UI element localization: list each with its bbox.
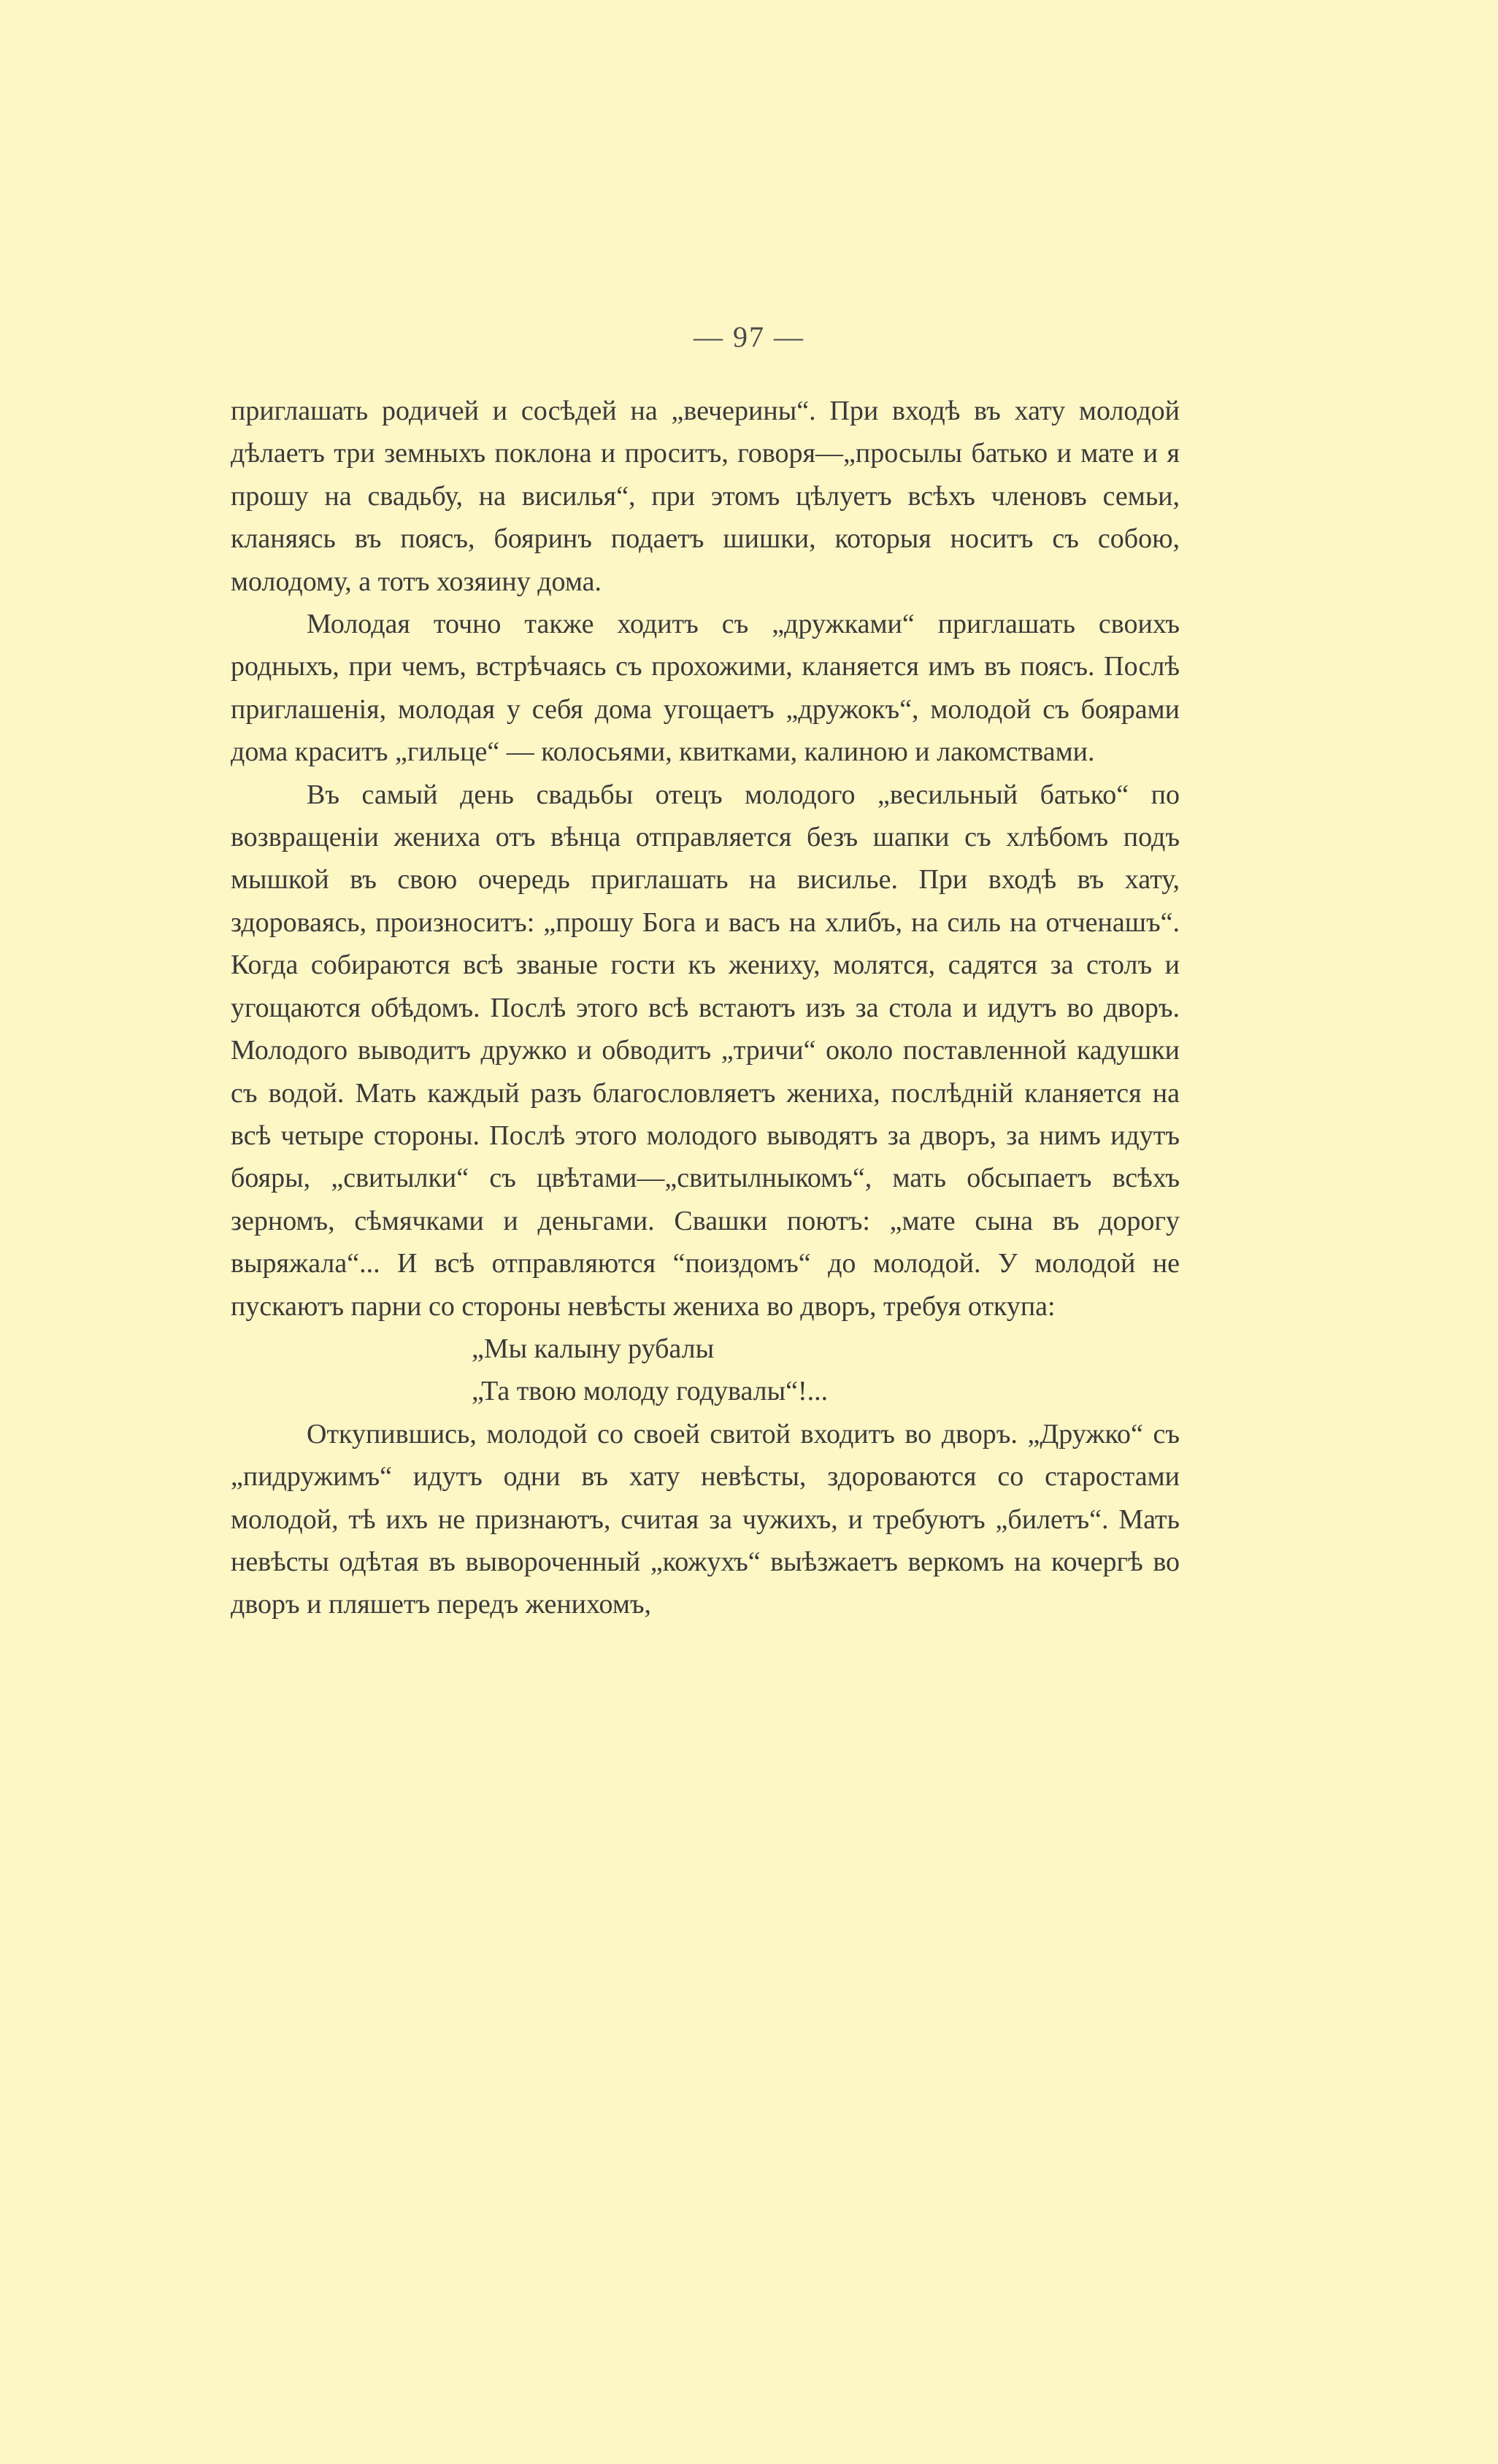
verse-line-2: „Та твою молоду годувалы“!...: [472, 1376, 829, 1407]
page-text: [231, 390, 1180, 1626]
paragraph-3: Въ самый день свадьбы отецъ молодого „весильный батько“ по возвращеніи жениха отъ вѣнца отправляется безъ шапки съ хлѣбомъ подъ мышкой въ свою очередь приглашать на висилье. При входѣ въ хату, здороваясь, произноситъ: „прошу Бога и васъ на хлибъ, на силь на отченашъ“. Когда собираются всѣ званые гости къ жениху, молятся, садятся за столъ и угощаются обѣдомъ. Послѣ этого всѣ встаютъ изъ за стола и идутъ во дворъ. Молодого выводитъ дружко и обводитъ „тричи“ около поставленной кадушки съ водой. Мать каждый разъ благословляетъ жениха, послѣдній кланяется на всѣ четыре стороны. Послѣ этого молодого выводятъ за дворъ, за нимъ идутъ бояры, „свитылки“ съ цвѣтами—„свитылныкомъ“, мать обсыпаетъ всѣхъ зерномъ, сѣмячками и деньгами. Свашки поютъ: „мате сына въ дорогу выряжала“... И всѣ отправляются “поиздомъ“ до молодой. У молодой не пускаютъ парни со стороны невѣсты жениха во дворъ, требуя откупа:: [231, 779, 1180, 1322]
page-number: — 97 —: [694, 320, 804, 353]
paragraph-1: приглашать родичей и сосѣдей на „вечерины“. При входѣ въ хату молодой дѣлаетъ три земныхъ поклона и проситъ, говоря—„просылы батько и мате и я прошу на свадьбу, на висилья“, при этомъ цѣлуетъ всѣхъ членовъ семьи, кланяясь въ поясъ, бояринъ подаетъ шишки, которыя носитъ съ собою, молодому, а тотъ хозяину дома.: [231, 396, 1180, 597]
paragraph-4: Откупившись, молодой со своей свитой входитъ во дворъ. „Дружко“ съ „пидружимъ“ идутъ одни въ хату невѣсты, здороваются со старостами молодой, тѣ ихъ не признаютъ, считая за чужихъ, и требуютъ „билетъ“. Мать невѣсты одѣтая въ вывороченный „кожухъ“ выѣзжаетъ веркомъ на кочергѣ во дворъ и пляшетъ передъ женихомъ,: [231, 1418, 1180, 1620]
verse-line-1: „Мы калыну рубалы: [472, 1333, 715, 1364]
paragraph-2: Молодая точно также ходитъ съ „дружками“ приглашать своихъ родныхъ, при чемъ, встрѣчаясь съ прохожими, кланяется имъ въ поясъ. Послѣ приглашенія, молодая у себя дома угощаетъ „дружокъ“, молодой съ боярами дома краситъ „гильце“ — колосьями, квитками, калиною и лакомствами.: [231, 609, 1180, 768]
